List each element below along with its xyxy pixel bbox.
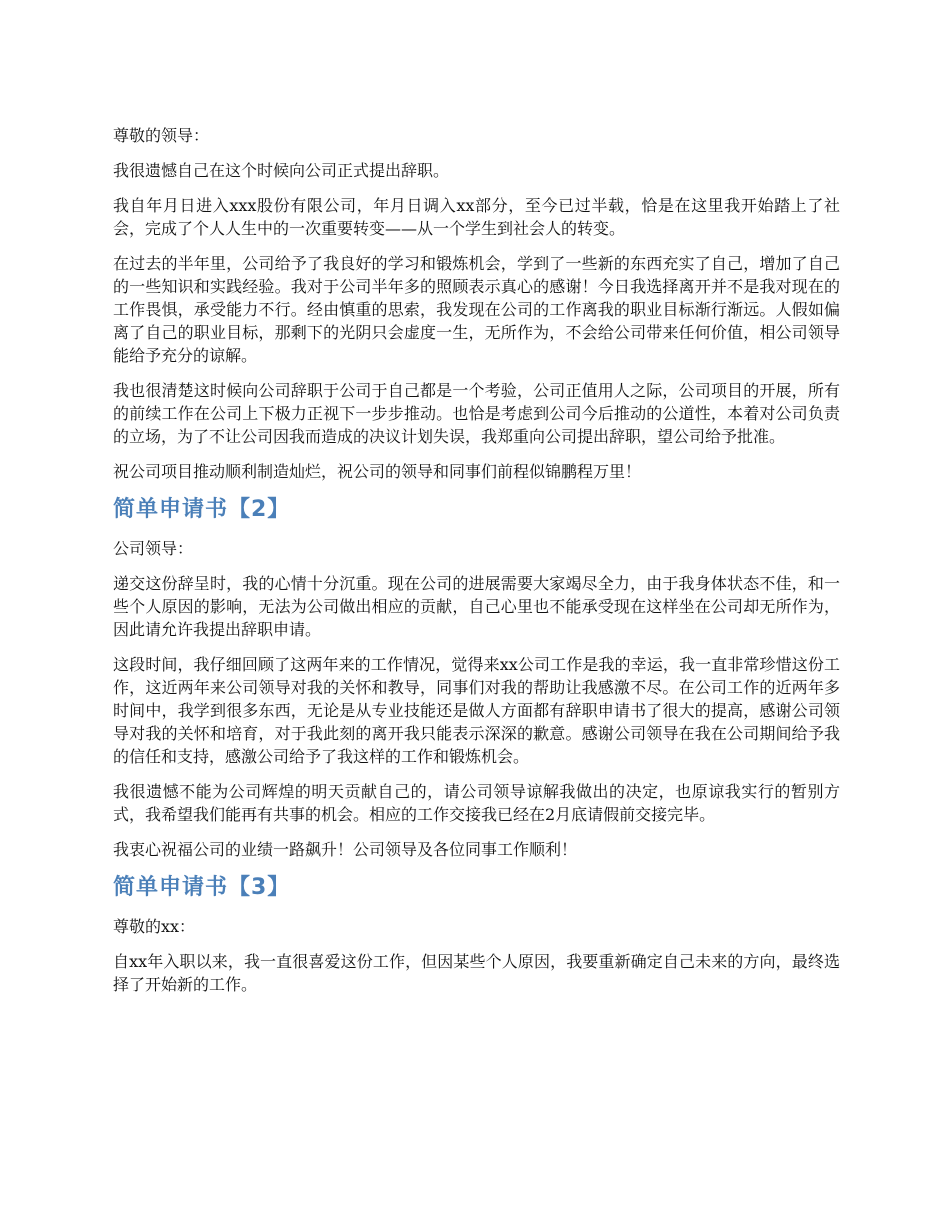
paragraph: 我很遗憾不能为公司辉煌的明天贡献自己的，请公司领导谅解我做出的决定，也原谅我实行的暂别方式，我希望我们能再有共事的机会。相应的工作交接我已经在2月底请假前交接完毕。 — [113, 782, 840, 824]
section-heading-3: 简单申请书【3】 — [113, 875, 291, 900]
paragraph: 我自年月日进入xxx股份有限公司，年月日调入xx部分，至今已过半载，恰是在这里我开始踏上了社会，完成了个人人生中的一次重要转变——从一个学生到社会人的转变。 — [113, 196, 840, 238]
paragraph: 这段时间，我仔细回顾了这两年来的工作情况，觉得来xx公司工作是我的幸运，我一直非常珍惜这份工作，这近两年来公司领导对我的关怀和教导，同事们对我的帮助让我感激不尽。在公司工作的近两年多时间中，我学到很多东西，无论是从专业技能还是做人方面都有辞职申请书了很大的提高，感谢公司领导对我的关怀和培育，对于我此刻的离开我只能表示深深的歉意。感谢公司领导在我在公司期间给予我的信任和支持，感激公司给予了我这样的工作和锻炼机会。 — [113, 655, 840, 766]
section-heading-2: 简单申请书【2】 — [113, 497, 291, 522]
paragraph: 递交这份辞呈时，我的心情十分沉重。现在公司的进展需要大家竭尽全力，由于我身体状态不佳，和一些个人原因的影响，无法为公司做出相应的贡献，自己心里也不能承受现在这样坐在公司却无所作为，因此请允许我提出辞职申请。 — [113, 574, 840, 639]
paragraph: 尊敬的领导： — [113, 126, 210, 145]
document-page — [113, 124, 840, 1008]
paragraph: 我很遗憾自己在这个时候向公司正式提出辞职。 — [113, 161, 450, 180]
paragraph: 我衷心祝福公司的业绩一路飙升！公司领导及各位同事工作顺利！ — [113, 840, 578, 859]
paragraph: 公司领导： — [113, 539, 194, 558]
paragraph: 在过去的半年里，公司给予了我良好的学习和锻炼机会，学到了一些新的东西充实了自己，增加了自己的一些知识和实践经验。我对于公司半年多的照顾表示真心的感谢！今日我选择离开并不是我对现在的工作畏惧，承受能力不行。经由慎重的思索，我发现在公司的工作离我的职业目标渐行渐远。人假如偏离了自己的职业目标，那剩下的光阴只会虚度一生，无所作为，不会给公司带来任何价值，相公司领导能给予充分的谅解。 — [113, 254, 840, 365]
paragraph: 尊敬的xx： — [113, 917, 196, 936]
paragraph: 我也很清楚这时候向公司辞职于公司于自己都是一个考验，公司正值用人之际，公司项目的开展，所有的前续工作在公司上下极力正视下一步步推动。也恰是考虑到公司今后推动的公道性，本着对公司负责的立场，为了不让公司因我而造成的决议计划失误，我郑重向公司提出辞职，望公司给予批准。 — [113, 381, 840, 446]
paragraph: 自xx年入职以来，我一直很喜爱这份工作，但因某些个人原因，我要重新确定自己未来的方向，最终选择了开始新的工作。 — [113, 952, 840, 994]
paragraph: 祝公司项目推动顺利制造灿烂，祝公司的领导和同事们前程似锦鹏程万里！ — [113, 462, 642, 481]
